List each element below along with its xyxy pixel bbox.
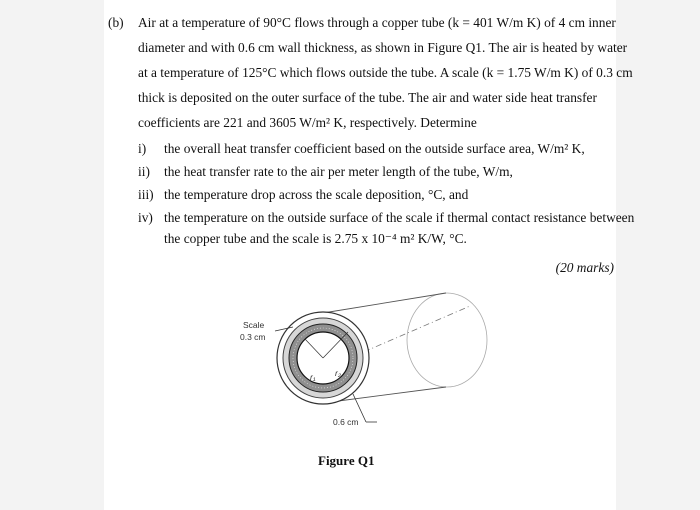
r2-label: r₂ [335,368,342,378]
item-number: i) [138,141,147,156]
scale-label: Scale [243,320,265,330]
item-text: the heat transfer rate to the air per meter length of the tube, W/m, [164,164,513,179]
question-line: diameter and with 0.6 cm wall thickness, as shown in Figure Q1. The air is heated by water [138,40,628,55]
item-text: the temperature on the outside surface of the scale if thermal contact resistance between [164,210,635,225]
scale-thickness-label: 0.3 cm [240,332,266,342]
marks-label: (20 marks) [555,260,614,275]
question-label: (b) [108,15,124,30]
tube-far-end [407,293,487,387]
question-line: at a temperature of 125°C which flows outside the tube. A scale (k = 1.75 W/m K) of 0.3 cm [138,65,633,80]
r1-label: r₁ [310,372,316,382]
item-text: the temperature drop across the scale deposition, °C, and [164,187,469,202]
item-text: the overall heat transfer coefficient based on the outside surface area, W/m² K, [164,141,585,156]
item-number: ii) [138,164,150,179]
tube-axis [352,306,470,357]
item-number: iv) [138,210,153,225]
question-line: thick is deposited on the outer surface of the tube. The air and water side heat transfer [138,90,597,105]
question-line: coefficients are 221 and 3605 W/m² K, respectively. Determine [138,115,477,130]
question-line: Air at a temperature of 90°C flows through a copper tube (k = 401 W/m K) of 4 cm inner [138,15,616,30]
wall-thickness-label: 0.6 cm [333,417,359,427]
item-text: the copper tube and the scale is 2.75 x 10⁻⁴ m² K/W, °C. [164,231,467,246]
tube-top-edge [323,293,446,313]
figure-caption: Figure Q1 [318,453,375,468]
item-number: iii) [138,187,154,202]
